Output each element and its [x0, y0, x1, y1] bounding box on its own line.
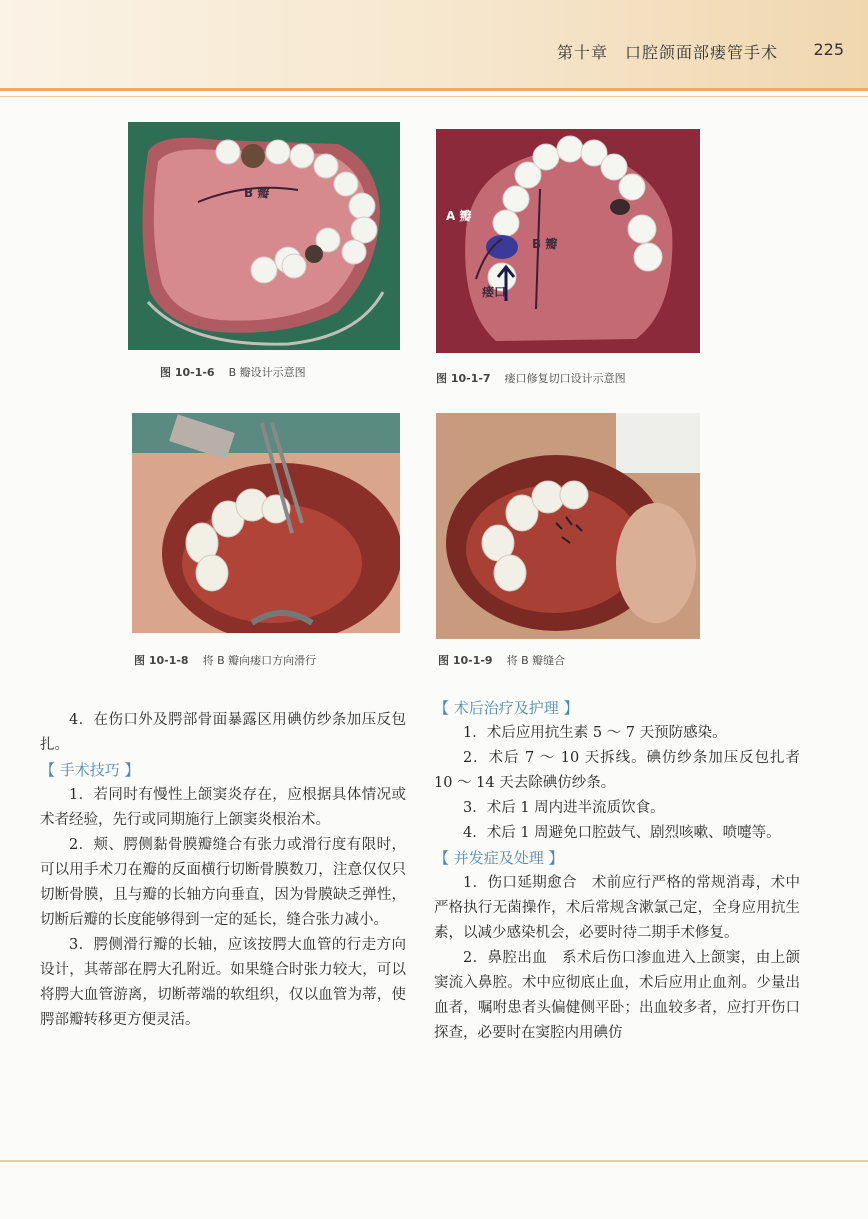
section-heading-postoperative-care: 【 术后治疗及护理 】 [434, 699, 579, 717]
figure-10-1-9-image [436, 413, 700, 639]
figure-caption [160, 364, 306, 380]
figure-caption-text: 将 B 瓣向瘘口方向滑行 [202, 654, 317, 667]
figure-caption [436, 370, 626, 386]
section-heading-complications: 【 并发症及处理 】 [434, 849, 564, 867]
paragraph: 4．在伤口外及腭部骨面暴露区用碘仿纱条加压反包扎。 [40, 712, 406, 753]
figure-number: 图 10-1-6 [160, 366, 215, 379]
paragraph: 4．术后 1 周避免口腔鼓气、剧烈咳嗽、喷嚏等。 [463, 825, 781, 841]
figure-number: 图 10-1-9 [438, 654, 493, 667]
chapter-title: 第十章 口腔颌面部瘘管手术 [556, 43, 778, 62]
figure-10-1-7-image [436, 129, 700, 353]
paragraph: 1．伤口延期愈合 术前应行严格的常规消毒，术中严格执行无菌操作，术后常规含漱氯己定，全身应用抗生素，以减少感染机会，必要时待二期手术修复。 [434, 875, 800, 941]
right-column [434, 696, 800, 1046]
figure-caption [438, 652, 565, 668]
figure-caption-text: 将 B 瓣缝合 [506, 654, 566, 667]
paragraph: 1．术后应用抗生素 5 ～ 7 天预防感染。 [463, 725, 727, 741]
paragraph: 2．鼻腔出血 系术后伤口渗血进入上颌窦，由上颌窦流入鼻腔。术中应彻底止血，术后应用止血剂。少量出血者，嘱咐患者头偏健侧平卧；出血较多者，应打开伤口探查，必要时在窦腔内用碘仿 [434, 950, 800, 1041]
left-column [40, 708, 406, 1033]
figure-number: 图 10-1-7 [436, 372, 491, 385]
paragraph: 3．术后 1 周内进半流质饮食。 [463, 800, 665, 816]
figure-10-1-8-image [132, 413, 400, 633]
paragraph: 1．若同时有慢性上颌窦炎存在，应根据具体情况或术者经验，先行或同期施行上颌窦炎根治术。 [40, 787, 406, 828]
paragraph: 2．颊、腭侧黏骨膜瓣缝合有张力或滑行度有限时，可以用手术刀在瓣的反面横行切断骨膜数刀，注意仅仅只切断骨膜，且与瓣的长轴方向垂直，因为骨膜缺乏弹性，切断后瓣的长度能够得到一定的延长，缝合张力减小。 [40, 837, 406, 928]
figure-caption-text: 瘘口修复切口设计示意图 [504, 372, 626, 385]
footer-rule [0, 1160, 868, 1162]
section-heading-surgical-tips: 【 手术技巧 】 [40, 761, 140, 779]
header-rule [0, 88, 868, 91]
paragraph: 2．术后 7 ～ 10 天拆线。碘仿纱条加压反包扎者 10 ～ 14 天去除碘仿纱条。 [434, 750, 800, 791]
figure-caption-text: B 瓣设计示意图 [228, 366, 306, 379]
figure-label-b: B 瓣 [532, 237, 558, 251]
figure-10-1-6-image [128, 122, 400, 350]
header-rule-thin [0, 96, 868, 97]
figure-number: 图 10-1-8 [134, 654, 189, 667]
figure-label-fistula: 瘘口 [482, 285, 507, 299]
figure-label-a: A 瓣 [446, 209, 472, 223]
figure-label: B 瓣 [244, 186, 270, 200]
paragraph: 3．腭侧滑行瓣的长轴，应该按腭大血管的行走方向设计，其蒂部在腭大孔附近。如果缝合时张力较大，可以将腭大血管游离，切断蒂端的软组织，仅以血管为蒂，使腭部瓣转移更方便灵活。 [40, 937, 406, 1028]
page-number: 225 [813, 40, 844, 59]
figure-caption [134, 652, 316, 668]
